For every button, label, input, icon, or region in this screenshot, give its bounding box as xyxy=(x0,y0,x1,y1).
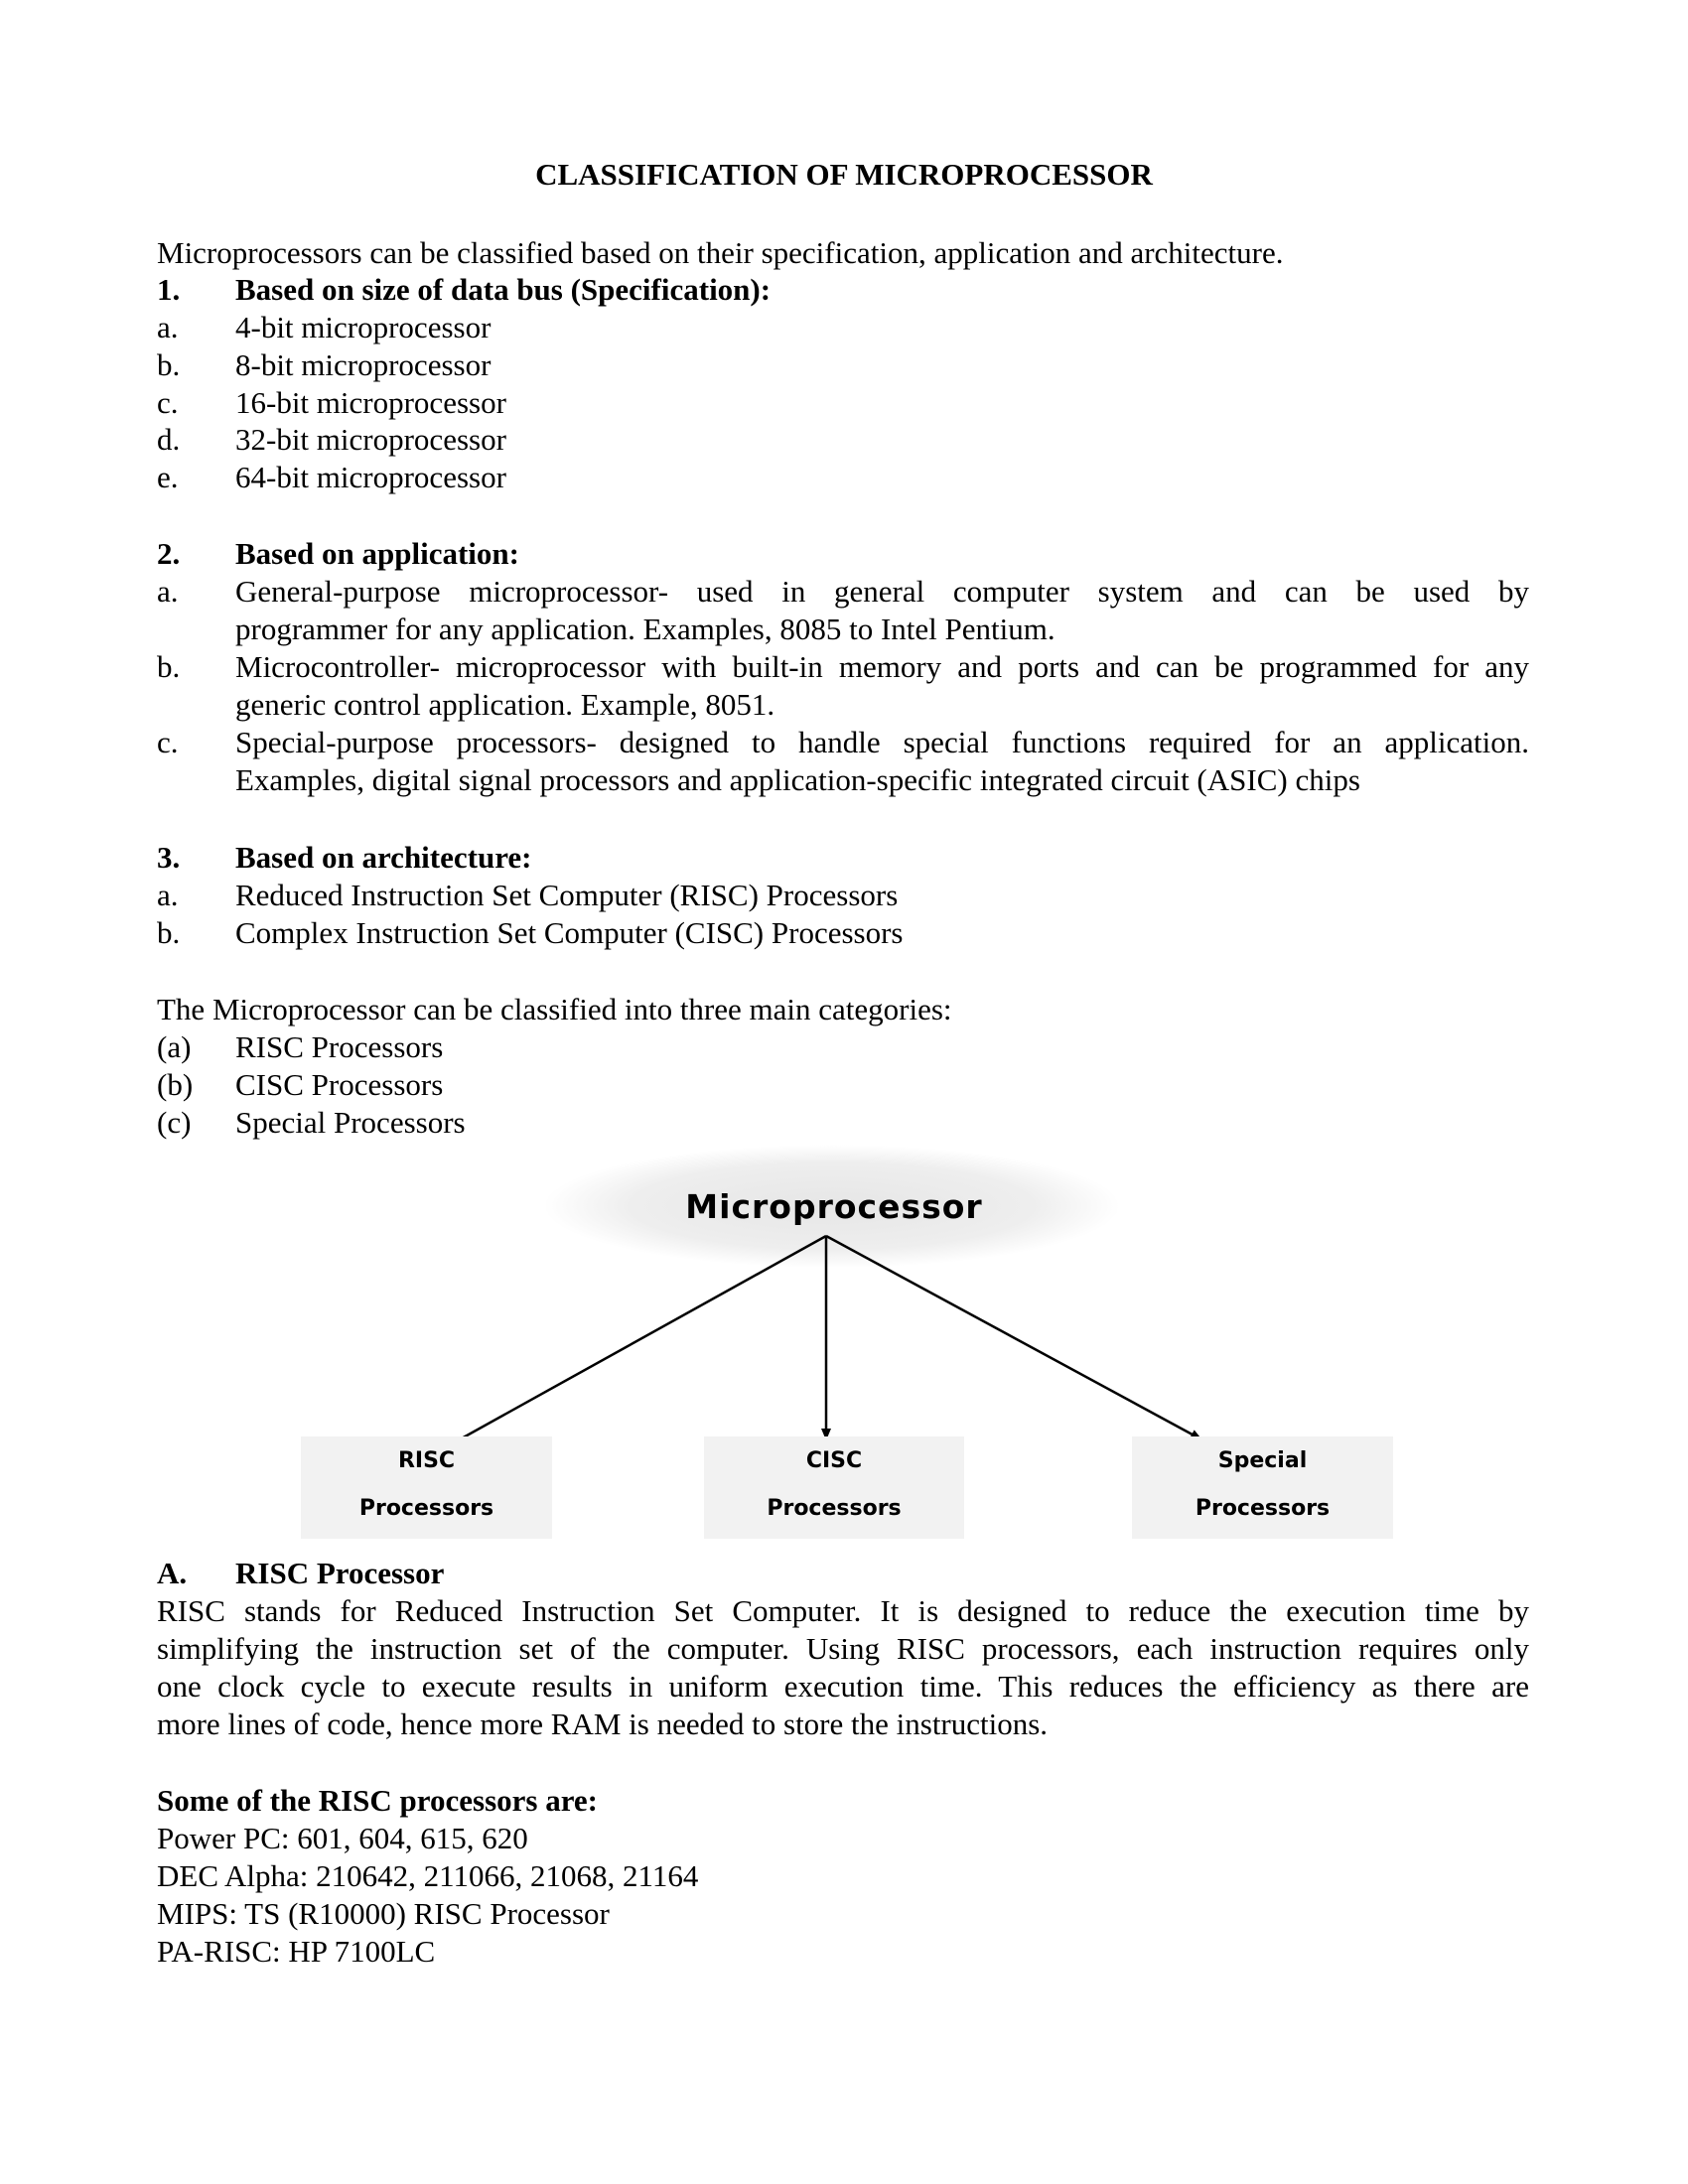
list-item-text: 32-bit microprocessor xyxy=(235,422,506,457)
list-item-text: Microcontroller- microprocessor with built-in memory and ports and can be programmed for any xyxy=(235,649,1529,684)
list-marker: d. xyxy=(157,422,181,457)
paragraph-line: RISC stands for Reduced Instruction Set Computer. It is designed to reduce the execution time by xyxy=(157,1593,1529,1628)
list-marker: b. xyxy=(157,649,181,684)
list-item-text: RISC Processors xyxy=(235,1029,444,1064)
list-marker: (a) xyxy=(157,1029,192,1064)
section-number: 3. xyxy=(157,840,181,875)
categories-intro: The Microprocessor can be classified into three main categories: xyxy=(157,992,952,1026)
list-item-text: CISC Processors xyxy=(235,1067,444,1102)
list-item: Power PC: 601, 604, 615, 620 xyxy=(157,1821,528,1855)
list-item: MIPS: TS (R10000) RISC Processor xyxy=(157,1896,610,1931)
list-item: DEC Alpha: 210642, 211066, 21068, 21164 xyxy=(157,1858,699,1893)
list-item-text: Special Processors xyxy=(235,1105,466,1140)
list-item-text: Examples, digital signal processors and application-specific integrated circuit (ASIC) chips xyxy=(235,762,1360,797)
section-heading-text: Based on application: xyxy=(235,536,519,571)
list-item-text: Special-purpose processors- designed to handle special functions required for an application. xyxy=(235,725,1529,759)
cisc-node xyxy=(704,1436,964,1539)
list-item-text: General-purpose microprocessor- used in general computer system and can be used by xyxy=(235,574,1529,609)
section-number: 2. xyxy=(157,536,181,571)
node-label-line1: RISC xyxy=(397,1448,456,1473)
risc-node xyxy=(301,1436,552,1539)
risc-list-heading: Some of the RISC processors are: xyxy=(157,1783,598,1818)
list-marker: a. xyxy=(157,310,179,344)
list-marker: (c) xyxy=(157,1105,192,1140)
arrow-to-special xyxy=(826,1236,1201,1439)
list-item-text: Complex Instruction Set Computer (CISC) Processors xyxy=(235,915,904,950)
list-marker: b. xyxy=(157,915,181,950)
list-item-text: 16-bit microprocessor xyxy=(235,385,506,420)
list-marker: a. xyxy=(157,574,179,609)
section-heading-text: Based on architecture: xyxy=(235,840,532,875)
section-label: A. xyxy=(157,1556,188,1590)
list-marker: a. xyxy=(157,878,179,912)
list-item-text: generic control application. Example, 8051. xyxy=(235,687,775,722)
list-marker: c. xyxy=(157,725,179,759)
section-heading-text: Based on size of data bus (Specification): xyxy=(235,272,772,307)
list-marker: (b) xyxy=(157,1067,194,1102)
list-item-text: 64-bit microprocessor xyxy=(235,460,506,494)
node-label-line2: Processors xyxy=(1195,1496,1331,1521)
list-item: PA-RISC: HP 7100LC xyxy=(157,1934,436,1969)
list-marker: b. xyxy=(157,347,181,382)
page-title: CLASSIFICATION OF MICROPROCESSOR xyxy=(535,157,1153,192)
intro-paragraph: Microprocessors can be classified based on their specification, application and architecture. xyxy=(157,235,1284,270)
node-label-line1: CISC xyxy=(805,1448,863,1473)
list-item-text: 8-bit microprocessor xyxy=(235,347,492,382)
special-node xyxy=(1132,1436,1393,1539)
root-node-label: Microprocessor xyxy=(685,1187,983,1226)
arrow-to-risc xyxy=(442,1236,826,1449)
list-marker: e. xyxy=(157,460,179,494)
paragraph-line: more lines of code, hence more RAM is needed to store the instructions. xyxy=(157,1706,1049,1741)
list-item-text: programmer for any application. Examples, 8085 to Intel Pentium. xyxy=(235,612,1055,646)
section-heading-text: RISC Processor xyxy=(235,1556,445,1590)
list-item-text: 4-bit microprocessor xyxy=(235,310,492,344)
node-label-line2: Processors xyxy=(767,1496,902,1521)
paragraph-line: simplifying the instruction set of the computer. Using RISC processors, each instruction requires only xyxy=(157,1631,1529,1666)
node-label-line1: Special xyxy=(1217,1448,1308,1473)
node-label-line2: Processors xyxy=(358,1496,494,1521)
paragraph-line: one clock cycle to execute results in uniform execution time. This reduces the efficiency as there are xyxy=(157,1669,1529,1704)
section-number: 1. xyxy=(157,272,181,307)
list-item-text: Reduced Instruction Set Computer (RISC) Processors xyxy=(235,878,899,912)
list-marker: c. xyxy=(157,385,179,420)
classification-diagram xyxy=(0,1142,1688,1569)
